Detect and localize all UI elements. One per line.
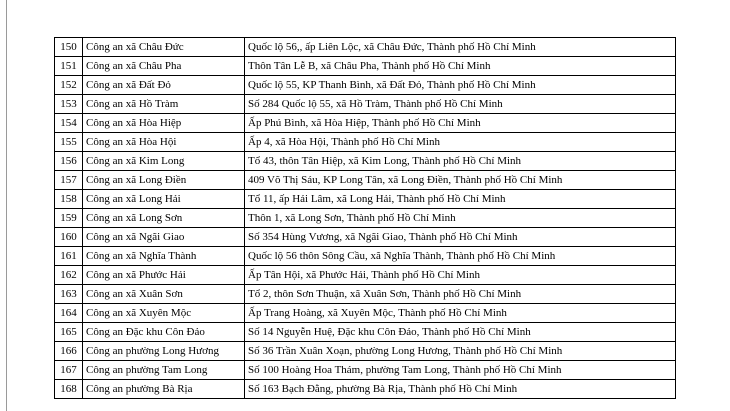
- row-number: 154: [55, 114, 83, 133]
- unit-address: Số 284 Quốc lộ 55, xã Hồ Tràm, Thành phố Hồ Chí Minh: [245, 95, 676, 114]
- unit-address: Ấp Tân Hội, xã Phước Hải, Thành phố Hồ Chí Minh: [245, 266, 676, 285]
- unit-name: Công an xã Nghĩa Thành: [83, 247, 245, 266]
- unit-address: Quốc lộ 56 thôn Sông Cầu, xã Nghĩa Thành, Thành phố Hồ Chí Minh: [245, 247, 676, 266]
- unit-address: Số 100 Hoàng Hoa Thám, phường Tam Long, Thành phố Hồ Chí Minh: [245, 361, 676, 380]
- table-row: [55, 266, 676, 285]
- row-number: 160: [55, 228, 83, 247]
- unit-name: Công an phường Bà Rịa: [83, 380, 245, 399]
- unit-address: Tổ 2, thôn Sơn Thuận, xã Xuân Sơn, Thành phố Hồ Chí Minh: [245, 285, 676, 304]
- unit-address: 409 Võ Thị Sáu, KP Long Tân, xã Long Điền, Thành phố Hồ Chí Minh: [245, 171, 676, 190]
- row-number: 151: [55, 57, 83, 76]
- unit-address: Quốc lộ 55, KP Thanh Bình, xã Đất Đỏ, Thành phố Hồ Chí Minh: [245, 76, 676, 95]
- row-number: 158: [55, 190, 83, 209]
- unit-address: Thôn 1, xã Long Sơn, Thành phố Hồ Chí Minh: [245, 209, 676, 228]
- unit-name: Công an phường Tam Long: [83, 361, 245, 380]
- table-row: [55, 190, 676, 209]
- table-row: [55, 323, 676, 342]
- row-number: 155: [55, 133, 83, 152]
- row-number: 156: [55, 152, 83, 171]
- unit-address: Thôn Tân Lễ B, xã Châu Pha, Thành phố Hồ Chí Minh: [245, 57, 676, 76]
- table-row: [55, 114, 676, 133]
- table-row: [55, 95, 676, 114]
- table-row: [55, 342, 676, 361]
- unit-name: Công an xã Kim Long: [83, 152, 245, 171]
- row-number: 168: [55, 380, 83, 399]
- unit-name: Công an xã Ngãi Giao: [83, 228, 245, 247]
- unit-address: Ấp Trang Hoàng, xã Xuyên Mộc, Thành phố Hồ Chí Minh: [245, 304, 676, 323]
- unit-name: Công an xã Xuân Sơn: [83, 285, 245, 304]
- unit-name: Công an xã Long Điền: [83, 171, 245, 190]
- unit-address: Quốc lộ 56,, ấp Liên Lộc, xã Châu Đức, Thành phố Hồ Chí Minh: [245, 38, 676, 57]
- unit-name: Công an xã Long Sơn: [83, 209, 245, 228]
- row-number: 159: [55, 209, 83, 228]
- table-body: [55, 38, 676, 399]
- table-row: [55, 304, 676, 323]
- row-number: 167: [55, 361, 83, 380]
- unit-name: Công an xã Hòa Hội: [83, 133, 245, 152]
- unit-address: Số 354 Hùng Vương, xã Ngãi Giao, Thành phố Hồ Chí Minh: [245, 228, 676, 247]
- unit-name: Công an xã Châu Pha: [83, 57, 245, 76]
- unit-name: Công an Đặc khu Côn Đảo: [83, 323, 245, 342]
- table-row: [55, 361, 676, 380]
- unit-name: Công an xã Châu Đức: [83, 38, 245, 57]
- row-number: 162: [55, 266, 83, 285]
- table-row: [55, 171, 676, 190]
- table-row: [55, 380, 676, 399]
- unit-name: Công an xã Hồ Tràm: [83, 95, 245, 114]
- page-edge-divider: [6, 0, 7, 411]
- unit-name: Công an xã Xuyên Mộc: [83, 304, 245, 323]
- row-number: 163: [55, 285, 83, 304]
- unit-name: Công an phường Long Hương: [83, 342, 245, 361]
- unit-name: Công an xã Long Hải: [83, 190, 245, 209]
- police-address-table: [54, 37, 676, 399]
- unit-address: Ấp 4, xã Hòa Hội, Thành phố Hồ Chí Minh: [245, 133, 676, 152]
- row-number: 166: [55, 342, 83, 361]
- row-number: 150: [55, 38, 83, 57]
- unit-name: Công an xã Hòa Hiệp: [83, 114, 245, 133]
- table-row: [55, 247, 676, 266]
- row-number: 161: [55, 247, 83, 266]
- table-row: [55, 133, 676, 152]
- unit-address: Số 36 Trần Xuân Xoạn, phường Long Hương, Thành phố Hồ Chí Minh: [245, 342, 676, 361]
- row-number: 164: [55, 304, 83, 323]
- unit-address: Số 163 Bạch Đằng, phường Bà Rịa, Thành phố Hồ Chí Minh: [245, 380, 676, 399]
- table-row: [55, 57, 676, 76]
- table-row: [55, 76, 676, 95]
- table-row: [55, 38, 676, 57]
- row-number: 157: [55, 171, 83, 190]
- table-row: [55, 209, 676, 228]
- row-number: 152: [55, 76, 83, 95]
- unit-address: Số 14 Nguyễn Huệ, Đặc khu Côn Đảo, Thành phố Hồ Chí Minh: [245, 323, 676, 342]
- row-number: 165: [55, 323, 83, 342]
- table-row: [55, 228, 676, 247]
- unit-address: Ấp Phú Bình, xã Hòa Hiệp, Thành phố Hồ Chí Minh: [245, 114, 676, 133]
- unit-name: Công an xã Đất Đỏ: [83, 76, 245, 95]
- table-row: [55, 285, 676, 304]
- table-row: [55, 152, 676, 171]
- unit-name: Công an xã Phước Hải: [83, 266, 245, 285]
- row-number: 153: [55, 95, 83, 114]
- unit-address: Tổ 11, ấp Hải Lâm, xã Long Hải, Thành phố Hồ Chí Minh: [245, 190, 676, 209]
- unit-address: Tổ 43, thôn Tân Hiệp, xã Kim Long, Thành phố Hồ Chí Minh: [245, 152, 676, 171]
